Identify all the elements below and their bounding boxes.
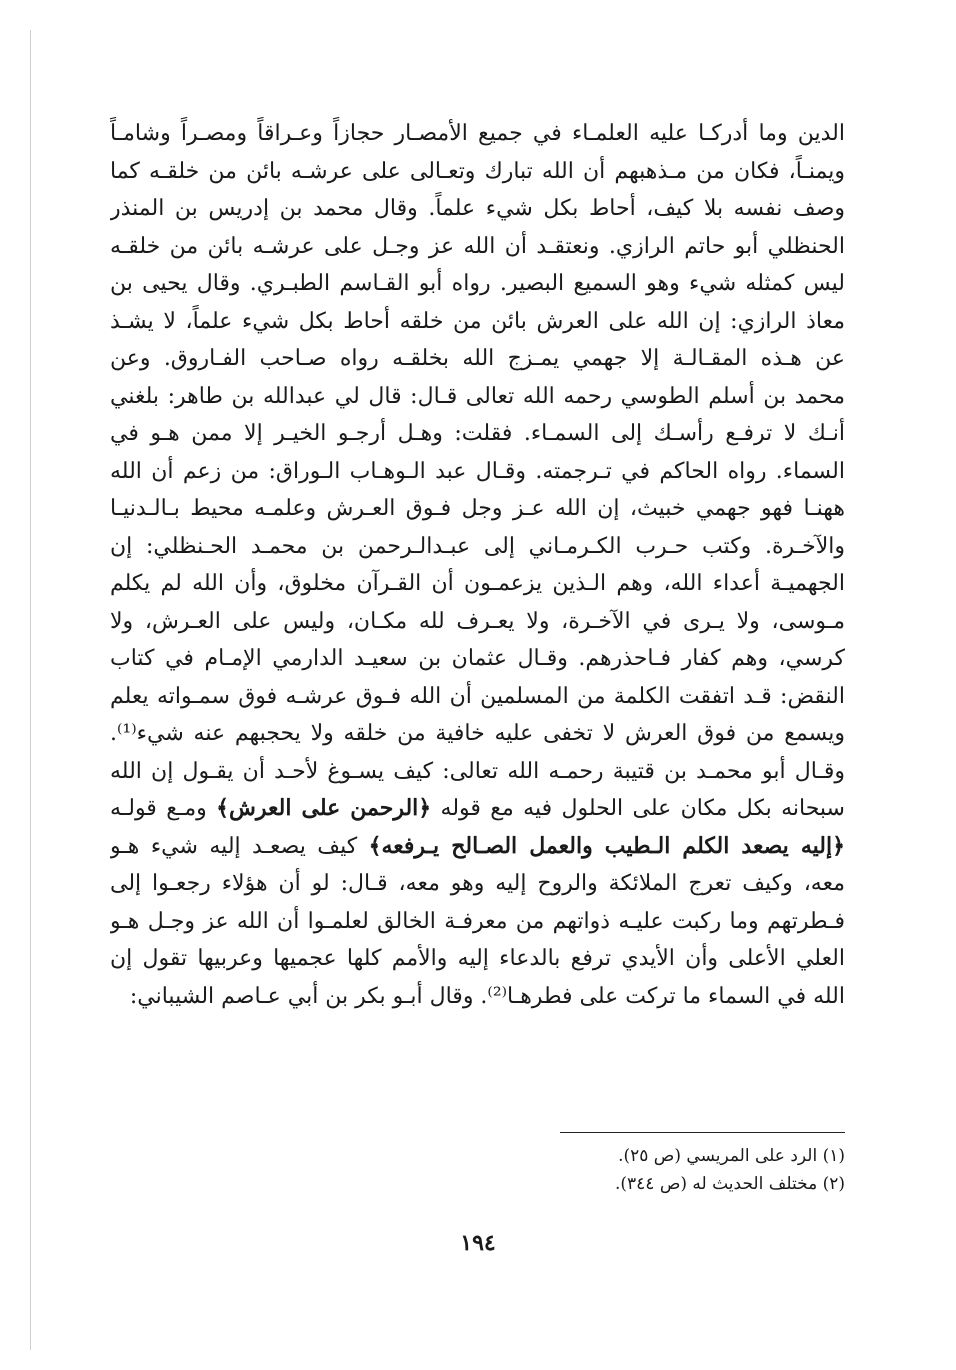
text-line: ويسمع من فوق العرش لا تخفى عليه خافية من خلقه ولا يحجبهم عنه شيء⁽¹⁾. [110,721,845,746]
text-line: عن هـذه المقـالـة إلا جهمي يمـزج الله بخلقـه رواه صـاحب الفـاروق. وعن [110,346,845,371]
footnote-separator [560,1132,845,1133]
text-line: كرسي، وهم كفار فـاحذرهم. وقـال عثمان بن سعيـد الدارمي الإمـام في كتاب [110,646,845,671]
text-line: الدين وما أدركـا عليه العلمـاء في جميع الأمصـار حجازاً وعـراقاً ومصـراً وشامـاً [110,121,845,146]
text-line: وصف نفسه بلا كيف، أحاط بكل شيء علماً. وقال محمد بن إدريس بن المنذر [110,196,845,221]
text-line: ههنـا فهو جهمي خبيث، إن الله عـز وجل فـوق العـرش وعلمـه محيط بـالـدنيـا [110,496,845,521]
text-line: فـطرتهم وما ركبت عليـه ذواتهم من معرفـة الخالق لعلمـوا أن الله عز وجـل هـو [110,908,845,934]
text-line: ليس كمثله شيء وهو السميع البصير. رواه أبو القـاسم الطبـري. وقال يحيى بن [110,271,845,296]
text-line: محمد بن أسلم الطوسي رحمه الله تعالى قـال: قال لي عبدالله بن طاهر: بلغني [110,383,845,409]
quran-verse: ﴿إليه يصعد الكلم الـطيب والعمل الصـالح يـرفعه﴾ [368,832,845,859]
quran-verse: ﴿الرحمن على العرش﴾ [216,795,432,821]
footnote-1: (١) الرد على المريسي (ص ٢٥). [618,1146,845,1166]
footnote-2: (٢) مختلف الحديث له (ص ٣٤٤). [614,1174,845,1194]
text-line: وقـال أبو محمـد بن قتيبة رحمـه الله تعالى: كيف يسـوغ لأحـد أن يقـول إن الله [110,758,845,784]
text-line: العلي الأعلى وأن الأيدي ترفع بالدعاء إليه والأمم كلها عجميها وعربيها تقول إن [110,946,845,971]
text-line: مـوسى، ولا يـرى في الآخـرة، ولا يعـرف لله مكـان، وليس على العـرش، ولا [110,608,845,634]
margin-rule [30,30,31,1350]
text-line: السماء. رواه الحاكم في تـرجمته. وقـال عبد الـوهـاب الـوراق: من زعم أن الله [110,458,845,484]
text-line: الحنظلي أبو حاتم الرازي. ونعتقـد أن الله عز وجـل على عرشـه بائن من خلقـه [110,233,845,259]
text-line: ويمنـاً، فكان من مـذهبهم أن الله تبارك وتعـالى على عرشـه بائن من خلقـه كما [110,158,845,184]
text-line: سبحانه بكل مكان على الحلول فيه مع قوله ﴿الرحمن على العرش﴾ ومـع قولـه [110,795,845,821]
text-line: أنـك لا ترفـع رأسـك إلى السمـاء. فقلت: وهـل أرجـو الخيـر إلا ممن هـو في [110,421,845,446]
text-line-quran-verse: ﴿إليه يصعد الكلم الـطيب والعمل الصـالح يـرفعه﴾ كيف يصعـد إليه شيء هـو [110,832,845,859]
page-number: ١٩٤ [460,1230,496,1256]
text-line: والآخـرة. وكتب حـرب الكـرمـاني إلى عبـدالـرحمن بن محمـد الحـنظلي: إن [110,533,845,559]
text-line: معه، وكيف تعرج الملائكة والروح إليه وهو معه، قـال: لو أن هؤلاء رجعـوا إلى [110,871,845,896]
text-line: النقض: قـد اتفقت الكلمة من المسلمين أن الله فـوق عرشـه فوق سمـواته يعلم [110,683,845,709]
text-line: الله في السماء ما تركت على فطرهـا⁽²⁾. وقال أبـو بكر بن أبي عـاصم الشيباني: [129,983,845,1009]
footnotes [400,1142,845,1198]
text-line: الجهميـة أعداء الله، وهم الـذين يزعمـون أن القـرآن مخلوق، وأن الله لم يكلم [110,571,845,596]
body-text [110,115,845,1015]
text-line: معاذ الرازي: إن الله على العرش بائن من خلقه أحاط بكل شيء علماً، لا يشـذ [110,308,845,334]
